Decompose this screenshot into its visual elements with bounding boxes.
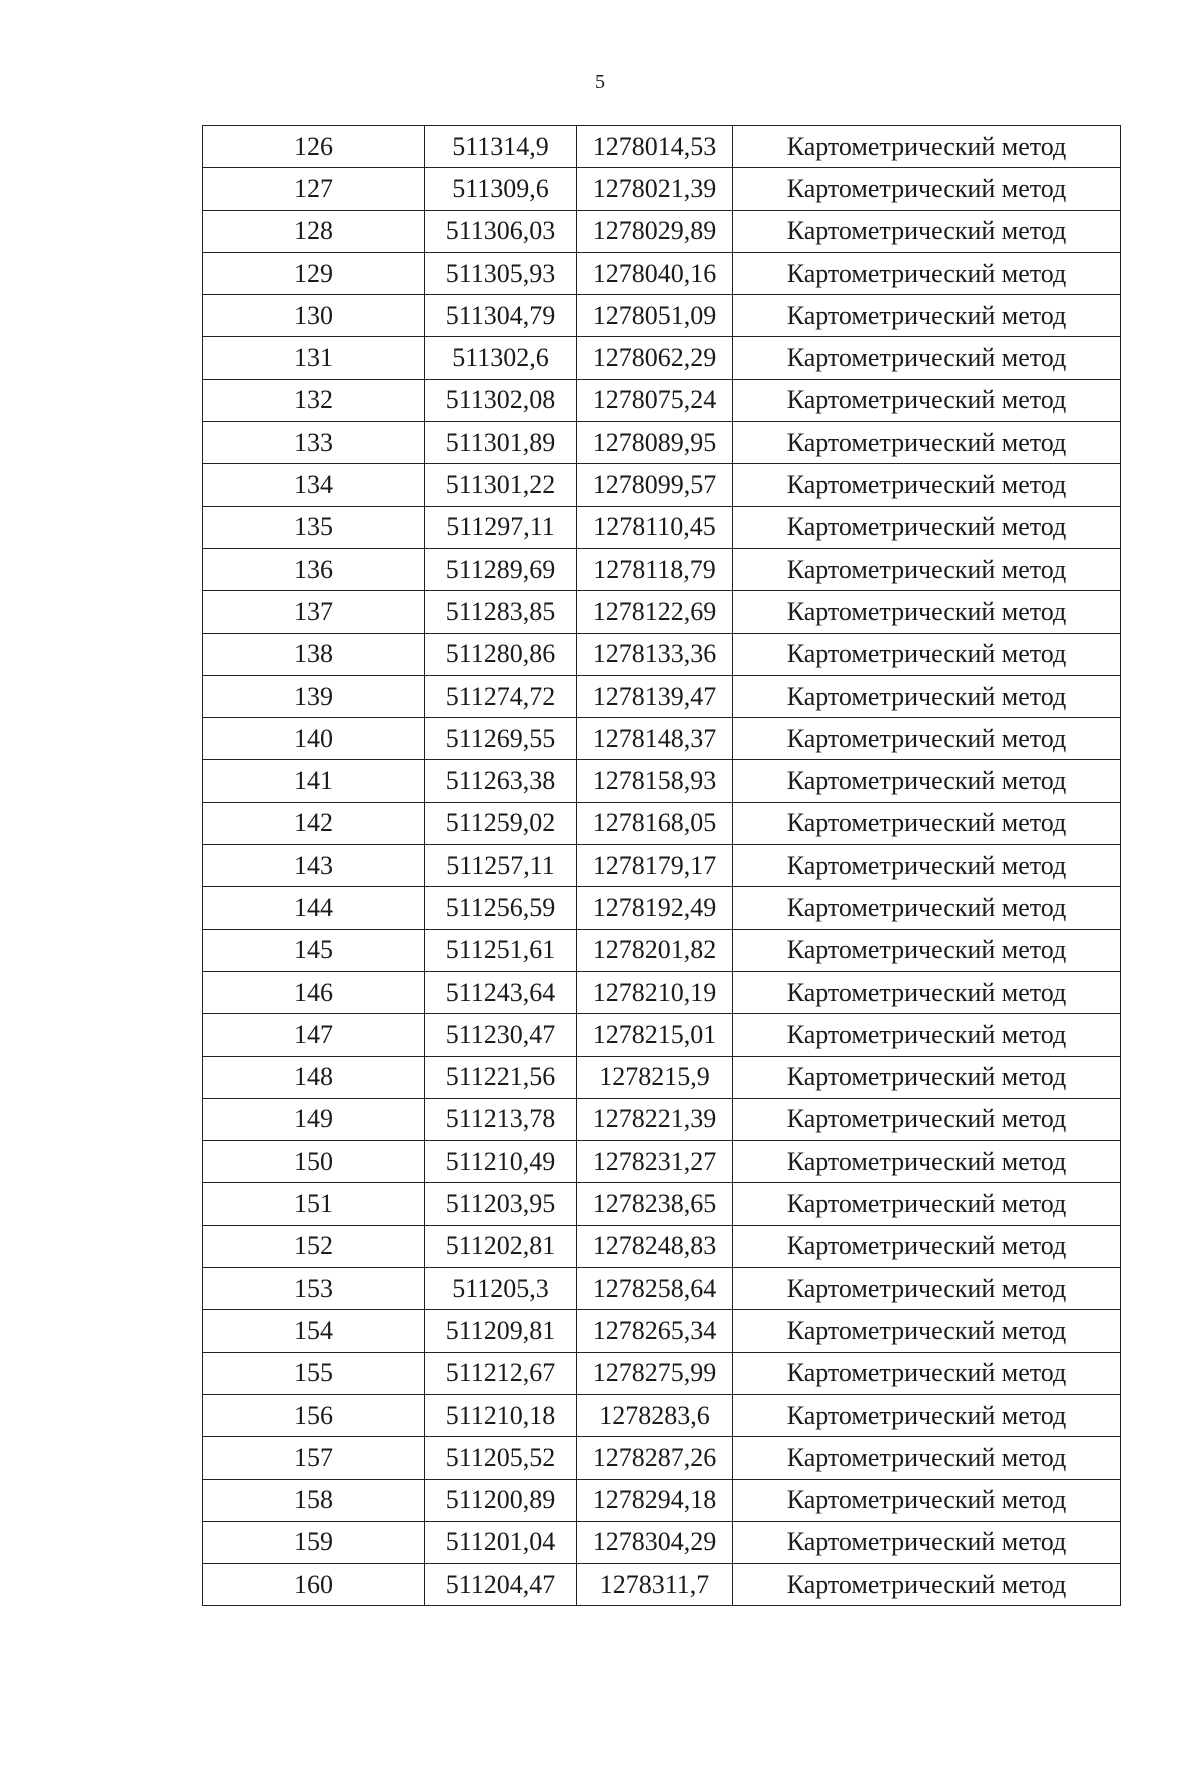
table-row (203, 1183, 1121, 1225)
method-cell: Картометрический метод (733, 1268, 1121, 1310)
x-coordinate-cell: 511221,56 (425, 1056, 577, 1098)
table-row (203, 1268, 1121, 1310)
point-number-cell: 158 (203, 1479, 425, 1521)
y-coordinate-cell: 1278122,69 (577, 591, 733, 633)
y-coordinate-cell: 1278179,17 (577, 845, 733, 887)
point-number-cell: 142 (203, 802, 425, 844)
coordinates-table-body (203, 126, 1121, 1606)
table-row (203, 1352, 1121, 1394)
x-coordinate-cell: 511212,67 (425, 1352, 577, 1394)
table-row (203, 337, 1121, 379)
y-coordinate-cell: 1278201,82 (577, 929, 733, 971)
method-cell: Картометрический метод (733, 210, 1121, 252)
x-coordinate-cell: 511201,04 (425, 1521, 577, 1563)
x-coordinate-cell: 511283,85 (425, 591, 577, 633)
table-row (203, 1310, 1121, 1352)
x-coordinate-cell: 511251,61 (425, 929, 577, 971)
table-row (203, 422, 1121, 464)
table-row (203, 126, 1121, 168)
x-coordinate-cell: 511305,93 (425, 252, 577, 294)
table-row (203, 379, 1121, 421)
method-cell: Картометрический метод (733, 252, 1121, 294)
y-coordinate-cell: 1278283,6 (577, 1394, 733, 1436)
method-cell: Картометрический метод (733, 1479, 1121, 1521)
method-cell: Картометрический метод (733, 760, 1121, 802)
method-cell: Картометрический метод (733, 675, 1121, 717)
point-number-cell: 139 (203, 675, 425, 717)
table-row (203, 210, 1121, 252)
method-cell: Картометрический метод (733, 929, 1121, 971)
x-coordinate-cell: 511230,47 (425, 1014, 577, 1056)
x-coordinate-cell: 511306,03 (425, 210, 577, 252)
y-coordinate-cell: 1278021,39 (577, 168, 733, 210)
method-cell: Картометрический метод (733, 168, 1121, 210)
point-number-cell: 147 (203, 1014, 425, 1056)
method-cell: Картометрический метод (733, 1310, 1121, 1352)
point-number-cell: 136 (203, 548, 425, 590)
method-cell: Картометрический метод (733, 1521, 1121, 1563)
x-coordinate-cell: 511302,08 (425, 379, 577, 421)
point-number-cell: 127 (203, 168, 425, 210)
y-coordinate-cell: 1278192,49 (577, 887, 733, 929)
x-coordinate-cell: 511243,64 (425, 971, 577, 1013)
x-coordinate-cell: 511210,18 (425, 1394, 577, 1436)
table-row (203, 1056, 1121, 1098)
point-number-cell: 144 (203, 887, 425, 929)
method-cell: Картометрический метод (733, 379, 1121, 421)
table-row (203, 1521, 1121, 1563)
x-coordinate-cell: 511269,55 (425, 718, 577, 760)
x-coordinate-cell: 511210,49 (425, 1141, 577, 1183)
method-cell: Картометрический метод (733, 1098, 1121, 1140)
method-cell: Картометрический метод (733, 845, 1121, 887)
coordinates-table (202, 125, 1121, 1606)
table-row (203, 1014, 1121, 1056)
method-cell: Картометрический метод (733, 1183, 1121, 1225)
y-coordinate-cell: 1278294,18 (577, 1479, 733, 1521)
point-number-cell: 160 (203, 1564, 425, 1606)
method-cell: Картометрический метод (733, 464, 1121, 506)
x-coordinate-cell: 511202,81 (425, 1225, 577, 1267)
table-row (203, 675, 1121, 717)
y-coordinate-cell: 1278238,65 (577, 1183, 733, 1225)
point-number-cell: 155 (203, 1352, 425, 1394)
x-coordinate-cell: 511297,11 (425, 506, 577, 548)
x-coordinate-cell: 511200,89 (425, 1479, 577, 1521)
point-number-cell: 130 (203, 295, 425, 337)
y-coordinate-cell: 1278029,89 (577, 210, 733, 252)
point-number-cell: 159 (203, 1521, 425, 1563)
x-coordinate-cell: 511304,79 (425, 295, 577, 337)
point-number-cell: 138 (203, 633, 425, 675)
y-coordinate-cell: 1278275,99 (577, 1352, 733, 1394)
x-coordinate-cell: 511259,02 (425, 802, 577, 844)
point-number-cell: 146 (203, 971, 425, 1013)
point-number-cell: 153 (203, 1268, 425, 1310)
method-cell: Картометрический метод (733, 548, 1121, 590)
y-coordinate-cell: 1278265,34 (577, 1310, 733, 1352)
method-cell: Картометрический метод (733, 506, 1121, 548)
table-row (203, 506, 1121, 548)
method-cell: Картометрический метод (733, 591, 1121, 633)
y-coordinate-cell: 1278099,57 (577, 464, 733, 506)
table-row (203, 1437, 1121, 1479)
y-coordinate-cell: 1278304,29 (577, 1521, 733, 1563)
point-number-cell: 145 (203, 929, 425, 971)
table-row (203, 1394, 1121, 1436)
y-coordinate-cell: 1278118,79 (577, 548, 733, 590)
table-row (203, 464, 1121, 506)
y-coordinate-cell: 1278221,39 (577, 1098, 733, 1140)
y-coordinate-cell: 1278139,47 (577, 675, 733, 717)
table-row (203, 1141, 1121, 1183)
table-row (203, 1479, 1121, 1521)
point-number-cell: 126 (203, 126, 425, 168)
y-coordinate-cell: 1278014,53 (577, 126, 733, 168)
method-cell: Картометрический метод (733, 126, 1121, 168)
point-number-cell: 134 (203, 464, 425, 506)
x-coordinate-cell: 511204,47 (425, 1564, 577, 1606)
x-coordinate-cell: 511314,9 (425, 126, 577, 168)
point-number-cell: 148 (203, 1056, 425, 1098)
method-cell: Картометрический метод (733, 422, 1121, 464)
point-number-cell: 149 (203, 1098, 425, 1140)
table-row (203, 591, 1121, 633)
point-number-cell: 128 (203, 210, 425, 252)
y-coordinate-cell: 1278148,37 (577, 718, 733, 760)
method-cell: Картометрический метод (733, 633, 1121, 675)
point-number-cell: 137 (203, 591, 425, 633)
point-number-cell: 133 (203, 422, 425, 464)
y-coordinate-cell: 1278215,01 (577, 1014, 733, 1056)
point-number-cell: 151 (203, 1183, 425, 1225)
method-cell: Картометрический метод (733, 1394, 1121, 1436)
table-row (203, 718, 1121, 760)
table-row (203, 548, 1121, 590)
x-coordinate-cell: 511301,89 (425, 422, 577, 464)
table-row (203, 887, 1121, 929)
y-coordinate-cell: 1278062,29 (577, 337, 733, 379)
y-coordinate-cell: 1278287,26 (577, 1437, 733, 1479)
x-coordinate-cell: 511205,3 (425, 1268, 577, 1310)
point-number-cell: 131 (203, 337, 425, 379)
table-row (203, 971, 1121, 1013)
table-row (203, 802, 1121, 844)
point-number-cell: 154 (203, 1310, 425, 1352)
y-coordinate-cell: 1278168,05 (577, 802, 733, 844)
method-cell: Картометрический метод (733, 337, 1121, 379)
y-coordinate-cell: 1278089,95 (577, 422, 733, 464)
y-coordinate-cell: 1278040,16 (577, 252, 733, 294)
point-number-cell: 152 (203, 1225, 425, 1267)
x-coordinate-cell: 511203,95 (425, 1183, 577, 1225)
method-cell: Картометрический метод (733, 1141, 1121, 1183)
method-cell: Картометрический метод (733, 295, 1121, 337)
method-cell: Картометрический метод (733, 1352, 1121, 1394)
x-coordinate-cell: 511274,72 (425, 675, 577, 717)
y-coordinate-cell: 1278248,83 (577, 1225, 733, 1267)
x-coordinate-cell: 511301,22 (425, 464, 577, 506)
x-coordinate-cell: 511280,86 (425, 633, 577, 675)
method-cell: Картометрический метод (733, 1014, 1121, 1056)
x-coordinate-cell: 511309,6 (425, 168, 577, 210)
point-number-cell: 143 (203, 845, 425, 887)
y-coordinate-cell: 1278110,45 (577, 506, 733, 548)
point-number-cell: 132 (203, 379, 425, 421)
y-coordinate-cell: 1278051,09 (577, 295, 733, 337)
method-cell: Картометрический метод (733, 971, 1121, 1013)
page-number: 5 (595, 71, 605, 93)
y-coordinate-cell: 1278158,93 (577, 760, 733, 802)
y-coordinate-cell: 1278133,36 (577, 633, 733, 675)
table-row (203, 929, 1121, 971)
method-cell: Картометрический метод (733, 1225, 1121, 1267)
table-row (203, 633, 1121, 675)
method-cell: Картометрический метод (733, 887, 1121, 929)
x-coordinate-cell: 511302,6 (425, 337, 577, 379)
table-row (203, 845, 1121, 887)
x-coordinate-cell: 511289,69 (425, 548, 577, 590)
method-cell: Картометрический метод (733, 802, 1121, 844)
x-coordinate-cell: 511205,52 (425, 1437, 577, 1479)
table-row (203, 1564, 1121, 1606)
point-number-cell: 135 (203, 506, 425, 548)
method-cell: Картометрический метод (733, 1437, 1121, 1479)
y-coordinate-cell: 1278258,64 (577, 1268, 733, 1310)
x-coordinate-cell: 511213,78 (425, 1098, 577, 1140)
x-coordinate-cell: 511257,11 (425, 845, 577, 887)
table-row (203, 760, 1121, 802)
y-coordinate-cell: 1278215,9 (577, 1056, 733, 1098)
point-number-cell: 140 (203, 718, 425, 760)
table-row (203, 1098, 1121, 1140)
y-coordinate-cell: 1278311,7 (577, 1564, 733, 1606)
method-cell: Картометрический метод (733, 1564, 1121, 1606)
table-row (203, 252, 1121, 294)
x-coordinate-cell: 511209,81 (425, 1310, 577, 1352)
point-number-cell: 150 (203, 1141, 425, 1183)
y-coordinate-cell: 1278210,19 (577, 971, 733, 1013)
method-cell: Картометрический метод (733, 718, 1121, 760)
x-coordinate-cell: 511263,38 (425, 760, 577, 802)
point-number-cell: 156 (203, 1394, 425, 1436)
point-number-cell: 141 (203, 760, 425, 802)
table-row (203, 168, 1121, 210)
method-cell: Картометрический метод (733, 1056, 1121, 1098)
table-row (203, 1225, 1121, 1267)
point-number-cell: 129 (203, 252, 425, 294)
point-number-cell: 157 (203, 1437, 425, 1479)
y-coordinate-cell: 1278075,24 (577, 379, 733, 421)
y-coordinate-cell: 1278231,27 (577, 1141, 733, 1183)
table-row (203, 295, 1121, 337)
x-coordinate-cell: 511256,59 (425, 887, 577, 929)
